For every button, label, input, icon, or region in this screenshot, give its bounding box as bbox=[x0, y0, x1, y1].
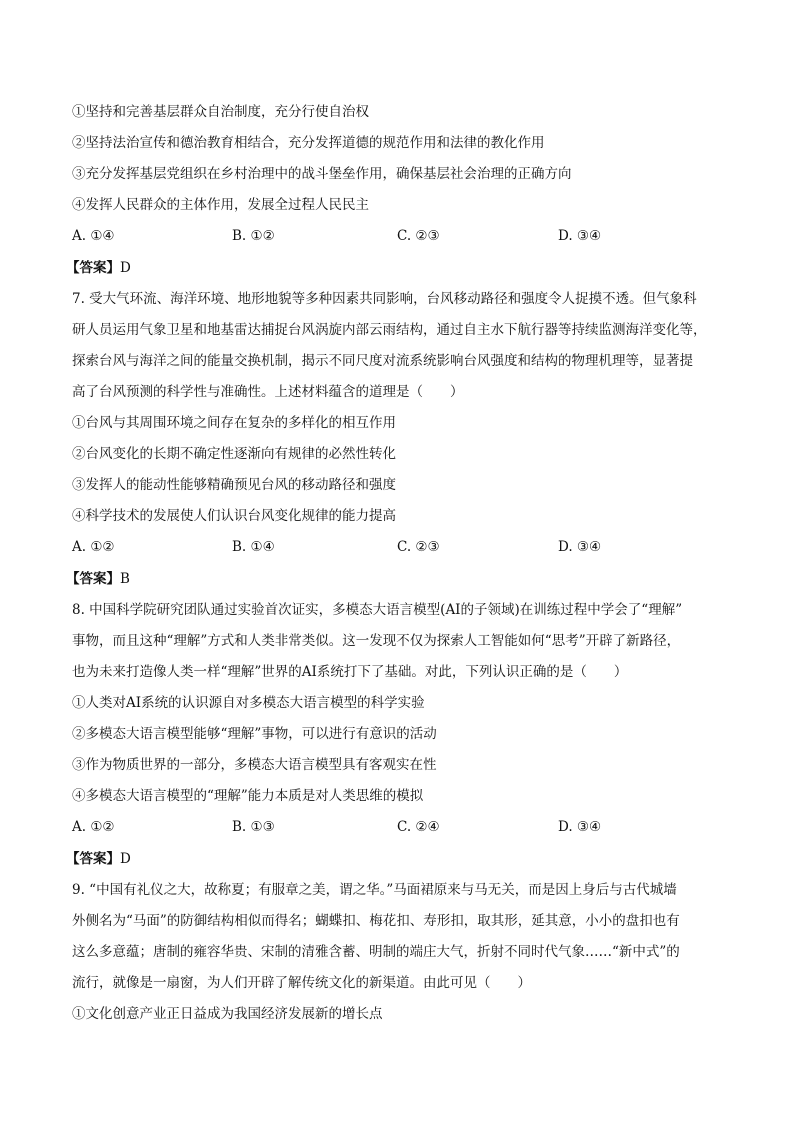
q9-stem-line-2: 外侧名为“马面”的防御结构相似而得名；蝴蝶扣、梅花扣、寿形扣，取其形，延其意，小小的盘扣也有 bbox=[72, 913, 680, 929]
answer-label: 【答案】 bbox=[66, 571, 120, 587]
q6-choice-4: ④发挥人民群众的主体作用，发展全过程人民民主 bbox=[72, 197, 369, 213]
q9-stem-line-4: 流行，就像是一扇窗，为人们开辟了解传统文化的新渠道。由此可见（ ） bbox=[72, 975, 531, 991]
q8-option-d: D. ③④ bbox=[558, 819, 602, 835]
q8-stem-line-3: 也为未来打造像人类一样“理解”世界的AI系统打下了基础。对此，下列认识正确的是（ ） bbox=[72, 664, 628, 680]
q6-choice-1: ①坚持和完善基层群众自治制度，充分行使自治权 bbox=[72, 104, 369, 120]
q9-choice-1: ①文化创意产业正日益成为我国经济发展新的增长点 bbox=[72, 1006, 383, 1022]
q7-stem-line-4: 高了台风预测的科学性与准确性。上述材料蕴含的道理是（ ） bbox=[72, 384, 464, 400]
q7-choice-1: ①台风与其周围环境之间存在复杂的多样化的相互作用 bbox=[72, 415, 396, 431]
q8-option-a: A. ①② bbox=[72, 819, 115, 835]
answer-value: B bbox=[120, 571, 130, 587]
answer-label: 【答案】 bbox=[66, 851, 120, 867]
q7-option-c: C. ②③ bbox=[397, 539, 440, 555]
q8-choice-3: ③作为物质世界的一部分，多模态大语言模型具有客观实在性 bbox=[72, 757, 437, 773]
q7-choice-3: ③发挥人的能动性能够精确预见台风的移动路径和强度 bbox=[72, 477, 396, 493]
q7-stem-line-2: 研人员运用气象卫星和地基雷达捕捉台风涡旋内部云雨结构，通过自主水下航行器等持续监测海洋变化等， bbox=[72, 322, 707, 338]
answer-value: D bbox=[120, 851, 131, 867]
q7-stem-line-1: 7. 受大气环流、海洋环境、地形地貌等多种因素共同影响，台风移动路径和强度令人捉摸不透。但气象科 bbox=[72, 291, 697, 307]
q6-choice-3: ③充分发挥基层党组织在乡村治理中的战斗堡垒作用，确保基层社会治理的正确方向 bbox=[72, 166, 572, 182]
q8-stem-line-2: 事物，而且这种“理解”方式和人类非常类似。这一发现不仅为探索人工智能如何“思考”开辟了新路径， bbox=[72, 633, 681, 649]
q7-option-d: D. ③④ bbox=[558, 539, 602, 555]
q6-option-a: A. ①④ bbox=[72, 228, 115, 244]
q8-choice-1: ①人类对AI系统的认识源自对多模态大语言模型的科学实验 bbox=[72, 695, 425, 711]
q9-stem-line-1: 9. “中国有礼仪之大，故称夏；有服章之美，谓之华。”马面裙原来与马无关，而是因上身后与古代城墙 bbox=[72, 882, 677, 898]
q7-choice-2: ②台风变化的长期不确定性逐渐向有规律的必然性转化 bbox=[72, 446, 396, 462]
q9-stem-line-3: 这么多意蕴；唐制的雍容华贵、宋制的清雅含蓄、明制的端庄大气，折射不同时代气象……“新中式”的 bbox=[72, 944, 680, 960]
q7-option-a: A. ①② bbox=[72, 539, 115, 555]
q6-option-b: B. ①② bbox=[232, 228, 275, 244]
q8-answer bbox=[66, 849, 131, 869]
q7-answer bbox=[66, 569, 130, 589]
q6-options bbox=[72, 226, 722, 246]
q6-answer bbox=[66, 258, 131, 278]
q6-choice-2: ②坚持法治宣传和德治教育相结合，充分发挥道德的规范作用和法律的教化作用 bbox=[72, 135, 545, 151]
answer-value: D bbox=[120, 260, 131, 276]
q8-option-b: B. ①③ bbox=[232, 819, 275, 835]
q6-option-d: D. ③④ bbox=[558, 228, 602, 244]
q7-choice-4: ④科学技术的发展使人们认识台风变化规律的能力提高 bbox=[72, 508, 396, 524]
q7-option-b: B. ①④ bbox=[232, 539, 275, 555]
q6-option-c: C. ②③ bbox=[397, 228, 440, 244]
q7-options bbox=[72, 537, 722, 557]
answer-label: 【答案】 bbox=[66, 260, 120, 276]
q8-choice-2: ②多模态大语言模型能够“理解”事物，可以进行有意识的活动 bbox=[72, 726, 437, 742]
q8-option-c: C. ②④ bbox=[397, 819, 440, 835]
q7-stem-line-3: 探索台风与海洋之间的能量交换机制，揭示不同尺度对流系统影响台风强度和结构的物理机理等，显著提 bbox=[72, 353, 693, 369]
q8-stem-line-1: 8. 中国科学院研究团队通过实验首次证实，多模态大语言模型(AI的子领域)在训练过程中学会了“理解” bbox=[72, 602, 683, 618]
q8-options bbox=[72, 817, 722, 837]
q8-choice-4: ④多模态大语言模型的“理解”能力本质是对人类思维的模拟 bbox=[72, 788, 424, 804]
